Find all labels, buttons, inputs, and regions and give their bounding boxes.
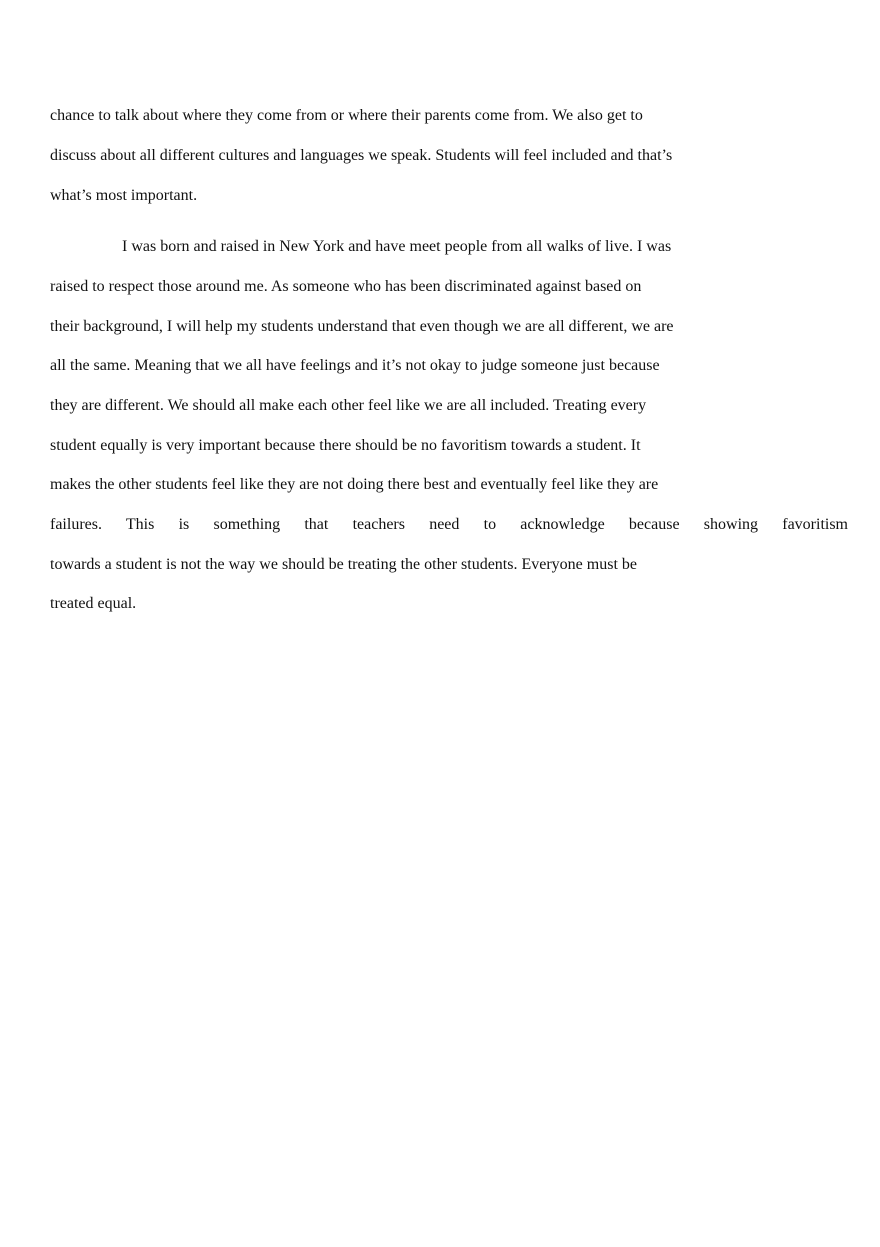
text-line-9: student equally is very important because there should be no favoritism towards a student. It — [50, 437, 641, 454]
text-line-3: what’s most important. — [50, 187, 198, 204]
text-line-7: all the same. Meaning that we all have feelings and it’s not okay to judge someone just because — [50, 357, 660, 374]
text-line-12: towards a student is not the way we should be treating the other students. Everyone must be — [50, 556, 637, 573]
text-line-6: their background, I will help my students understand that even though we are all different, we are — [50, 318, 674, 335]
text-line-8: they are different. We should all make each other feel like we are all included. Treating every — [50, 397, 647, 414]
text-line-10: makes the other students feel like they are not doing there best and eventually feel like they are — [50, 476, 659, 493]
paragraph-2-first-line: I was born and raised in New York and have meet people from all walks of live. I was — [122, 238, 672, 255]
text-line-1: chance to talk about where they come from or where their parents come from. We also get to — [50, 107, 643, 124]
text-line-5: raised to respect those around me. As someone who has been discriminated against based on — [50, 278, 642, 295]
text-line-2: discuss about all different cultures and languages we speak. Students will feel included and that’s — [50, 147, 673, 164]
text-line-11: failures. This is something that teachers need to acknowledge because showing favoritism — [50, 516, 848, 533]
text-line-13: treated equal. — [50, 595, 137, 612]
